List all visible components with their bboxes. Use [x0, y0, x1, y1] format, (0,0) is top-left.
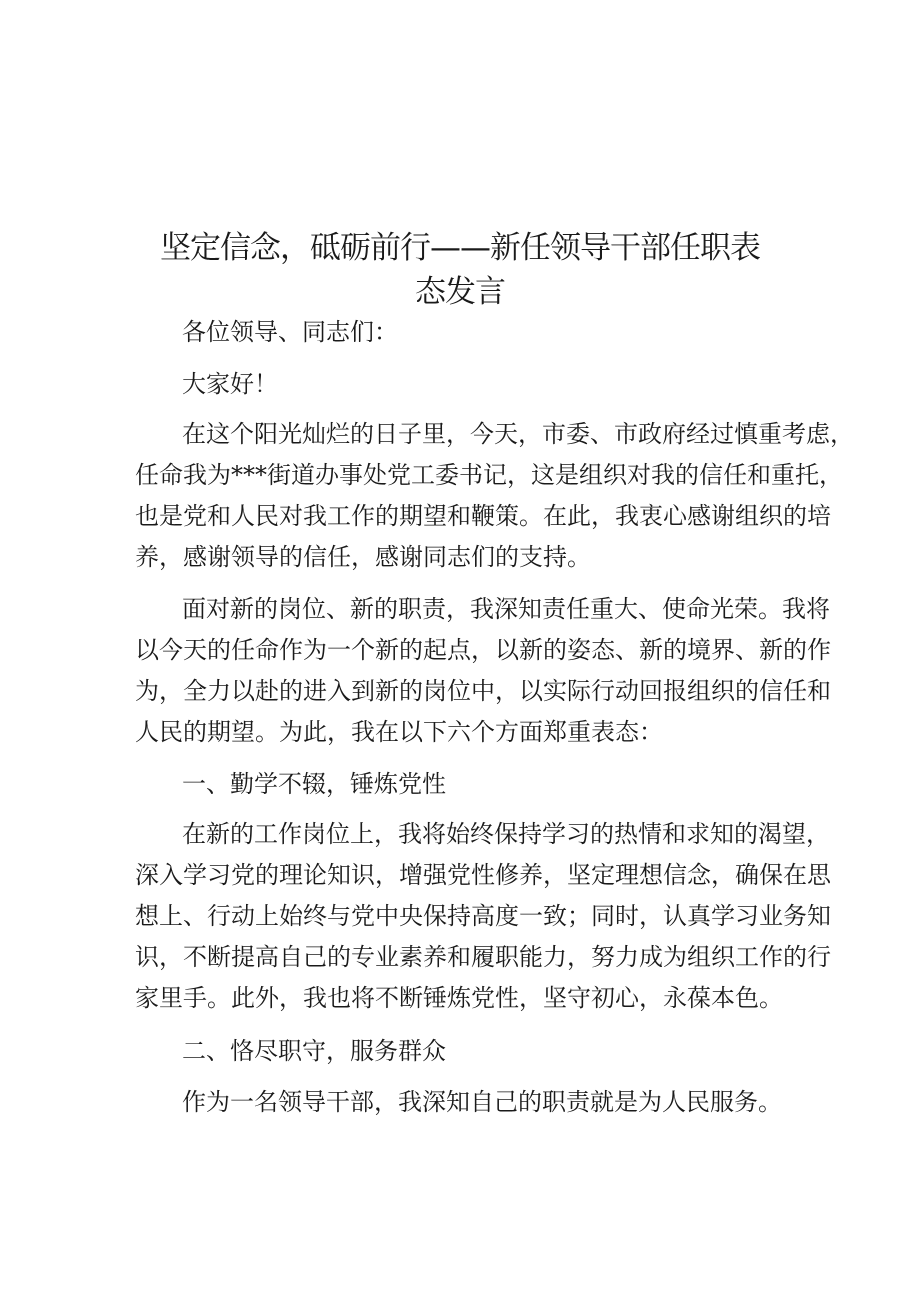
paragraph-line: 人民的期望。为此，我在以下六个方面郑重表态： — [135, 718, 663, 746]
greeting-paragraph — [135, 312, 815, 353]
hello-paragraph — [135, 364, 815, 405]
section-heading-text: 二、恪尽职守，服务群众 — [182, 1037, 446, 1065]
paragraph-line: 任命我为***街道办事处党工委书记，这是组织对我的信任和重托， — [135, 461, 843, 489]
greeting-text: 各位领导、同志们： — [182, 318, 398, 346]
document-title-line-1: 坚定信念，砥砺前行——新任领导干部任职表 — [160, 230, 760, 266]
section-heading-2 — [135, 1031, 815, 1072]
paragraph-line: 也是党和人民对我工作的期望和鞭策。在此，我衷心感谢组织的培 — [135, 502, 831, 530]
paragraph-line: 养，感谢领导的信任，感谢同志们的支持。 — [135, 543, 591, 571]
paragraph-line: 作为一名领导干部，我深知自己的职责就是为人民服务。 — [182, 1088, 782, 1116]
paragraph-line: 面对新的岗位、新的职责，我深知责任重大、使命光荣。我将 — [182, 595, 830, 623]
paragraph-service — [135, 1082, 815, 1123]
paragraph-commitment — [135, 589, 831, 753]
hello-text: 大家好！ — [182, 370, 278, 398]
paragraph-line: 在新的工作岗位上，我将始终保持学习的热情和求知的渴望， — [182, 820, 830, 848]
paragraph-appointment — [135, 414, 854, 578]
paragraph-line: 在这个阳光灿烂的日子里，今天，市委、市政府经过慎重考虑， — [182, 420, 854, 448]
paragraph-line: 深入学习党的理论知识，增强党性修养，坚定理想信念，确保在思 — [135, 861, 831, 889]
document-title-line-2: 态发言 — [415, 274, 505, 310]
paragraph-line: 以今天的任命作为一个新的起点，以新的姿态、新的境界、新的作 — [135, 636, 831, 664]
section-heading-text: 一、勤学不辍，锤炼党性 — [182, 770, 446, 798]
paragraph-line: 家里手。此外，我也将不断锤炼党性，坚守初心，永葆本色。 — [135, 984, 783, 1012]
section-heading-1 — [135, 764, 815, 805]
paragraph-line: 识，不断提高自己的专业素养和履职能力，努力成为组织工作的行 — [135, 943, 831, 971]
paragraph-line: 为，全力以赴的进入到新的岗位中，以实际行动回报组织的信任和 — [135, 677, 831, 705]
paragraph-study — [135, 814, 831, 1019]
paragraph-line: 想上、行动上始终与党中央保持高度一致；同时，认真学习业务知 — [135, 902, 831, 930]
